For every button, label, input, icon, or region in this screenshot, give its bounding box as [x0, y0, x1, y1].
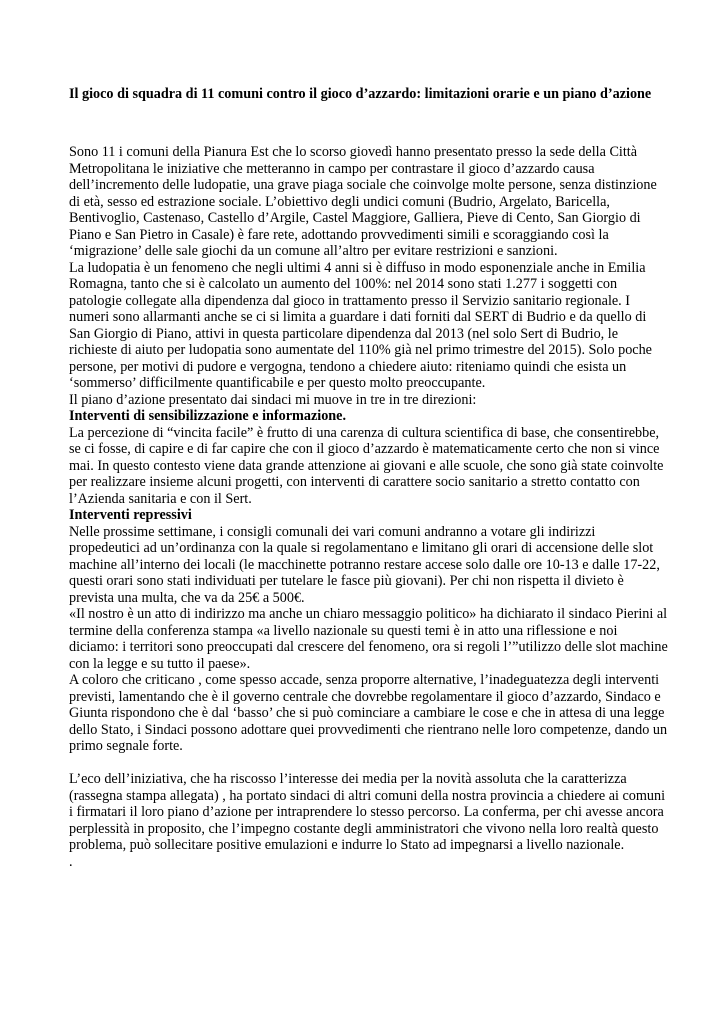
- paragraph-piano-azione: Il piano d’azione presentato dai sindaci mi muove in tre in tre direzioni:: [69, 391, 477, 408]
- paragraph-percezione: La percezione di “vincita facile” è frutto di una carenza di cultura scientifica di base, che consentirebbe, se ci fosse, di capire e di far capire che con il gioco d’azzardo è matematicamente certo che non si vince mai. In questo contesto viene data grande attenzione ai giovani e alle scuole, che sono già state coinvolte per realizzare insieme alcuni progetti, con interventi di carattere socio sanitario a stretto contatto con l’Azienda sanitaria e con il Sert.: [69, 424, 664, 507]
- document-page: [69, 86, 669, 870]
- paragraph-spacer: [69, 755, 669, 772]
- paragraph-consigli-comunali: Nelle prossime settimane, i consigli comunali dei vari comuni andranno a votare gli indirizzi propedeutici ad un’ordinanza con la quale si regolamentano e limitano gli orari di accensione delle slot machine all’interno dei locali (le macchinette potranno restare accese solo dalle ore 10-13 e dalle 17-22, questi orari sono stati individuati per tutelare le fasce più giovani). Per chi non rispetta il divieto è prevista una multa, che va da 25€ a 500€.: [69, 523, 660, 606]
- trailing-dot: .: [69, 853, 73, 870]
- heading-repressivi: Interventi repressivi: [69, 507, 192, 523]
- paragraph-intro: Sono 11 i comuni della Pianura Est che lo scorso giovedì hanno presentato presso la sede della Città Metropolitana le iniziative che metteranno in campo per contrastare il gioco d’azzardo causa dell’incremento delle ludopatie, una grave piaga sociale che coinvolge molte persone, senza distinzione di età, sesso ed estrazione sociale. L’obiettivo degli undici comuni (Budrio, Argelato, Baricella, Bentivoglio, Castenaso, Castello d’Argile, Castel Maggiore, Galliera, Pieve di Cento, San Giorgio di Piano e San Pietro in Casale) è fare rete, adottando provvedimenti simili e scoraggiando così la ‘migrazione’ delle sale giochi da un comune all’altro per evitare restrizioni e sanzioni.: [69, 144, 657, 259]
- paragraph-ludopatia: La ludopatia è un fenomeno che negli ultimi 4 anni si è diffuso in modo esponenziale anche in Emilia Romagna, tanto che si è calcolato un aumento del 100%: nel 2014 sono stati 1.277 i soggetti con patologie collegate alla dipendenza dal gioco in trattamento presso il Servizio sanitario regionale. I numeri sono allarmanti anche se ci si limita a guardare i dati forniti dal SERT di Budrio e da quello di San Giorgio di Piano, attivi in questa particolare dipendenza dal 2013 (nel solo Sert di Budrio, le richieste di aiuto per ludopatia sono aumentate del 110% già nel primo trimestre del 2015). Solo poche persone, per motivi di pudore e vergogna, tendono a chiedere aiuto: riteniamo quindi che esista un ‘sommerso’ difficilmente quantificabile e per questo molto preoccupante.: [69, 259, 652, 391]
- document-title: Il gioco di squadra di 11 comuni contro il gioco d’azzardo: limitazioni orarie e un piano d’azione: [69, 86, 652, 102]
- paragraph-eco-iniziativa: L’eco dell’iniziativa, che ha riscosso l’interesse dei media per la novità assoluta che la caratterizza (rassegna stampa allegata) , ha portato sindaci di altri comuni della nostra provincia a chiedere ai comuni i firmatari il loro piano d’azione per intraprendere lo stesso percorso. La conferma, per chi avesse ancora perplessità in proposito, che l’impegno costante degli amministratori che vivono nella loro realtà questo problema, può sollecitare positive emulazioni e indurre lo Stato ad impegnarsi a livello nazionale.: [69, 771, 666, 853]
- heading-sensibilizzazione: Interventi di sensibilizzazione e informazione.: [69, 408, 347, 424]
- paragraph-critiche: A coloro che criticano , come spesso accade, senza proporre alternative, l’inadeguatezza degli interventi previsti, lamentando che è il governo centrale che dovrebbe regolamentare il gioco d’azzardo, Sindaco e Giunta rispondono che è dal ‘basso’ che si può cominciare a cambiare le cose e che in attesa di una legge dello Stato, i Sindaci possono adottare quei provvedimenti che rientrano nelle loro competenze, dando un primo segnale forte.: [69, 672, 668, 754]
- document-body: [69, 144, 669, 870]
- paragraph-citazione-sindaco: «Il nostro è un atto di indirizzo ma anche un chiaro messaggio politico» ha dichiarato il sindaco Pierini al termine della conferenza stampa «a livello nazionale su questi temi è in atto una riflessione e noi diciamo: i territori sono preoccupati dal crescere del fenomeno, ora si regoli l’”utilizzo delle slot machine con la legge e su tutto il paese».: [69, 606, 668, 672]
